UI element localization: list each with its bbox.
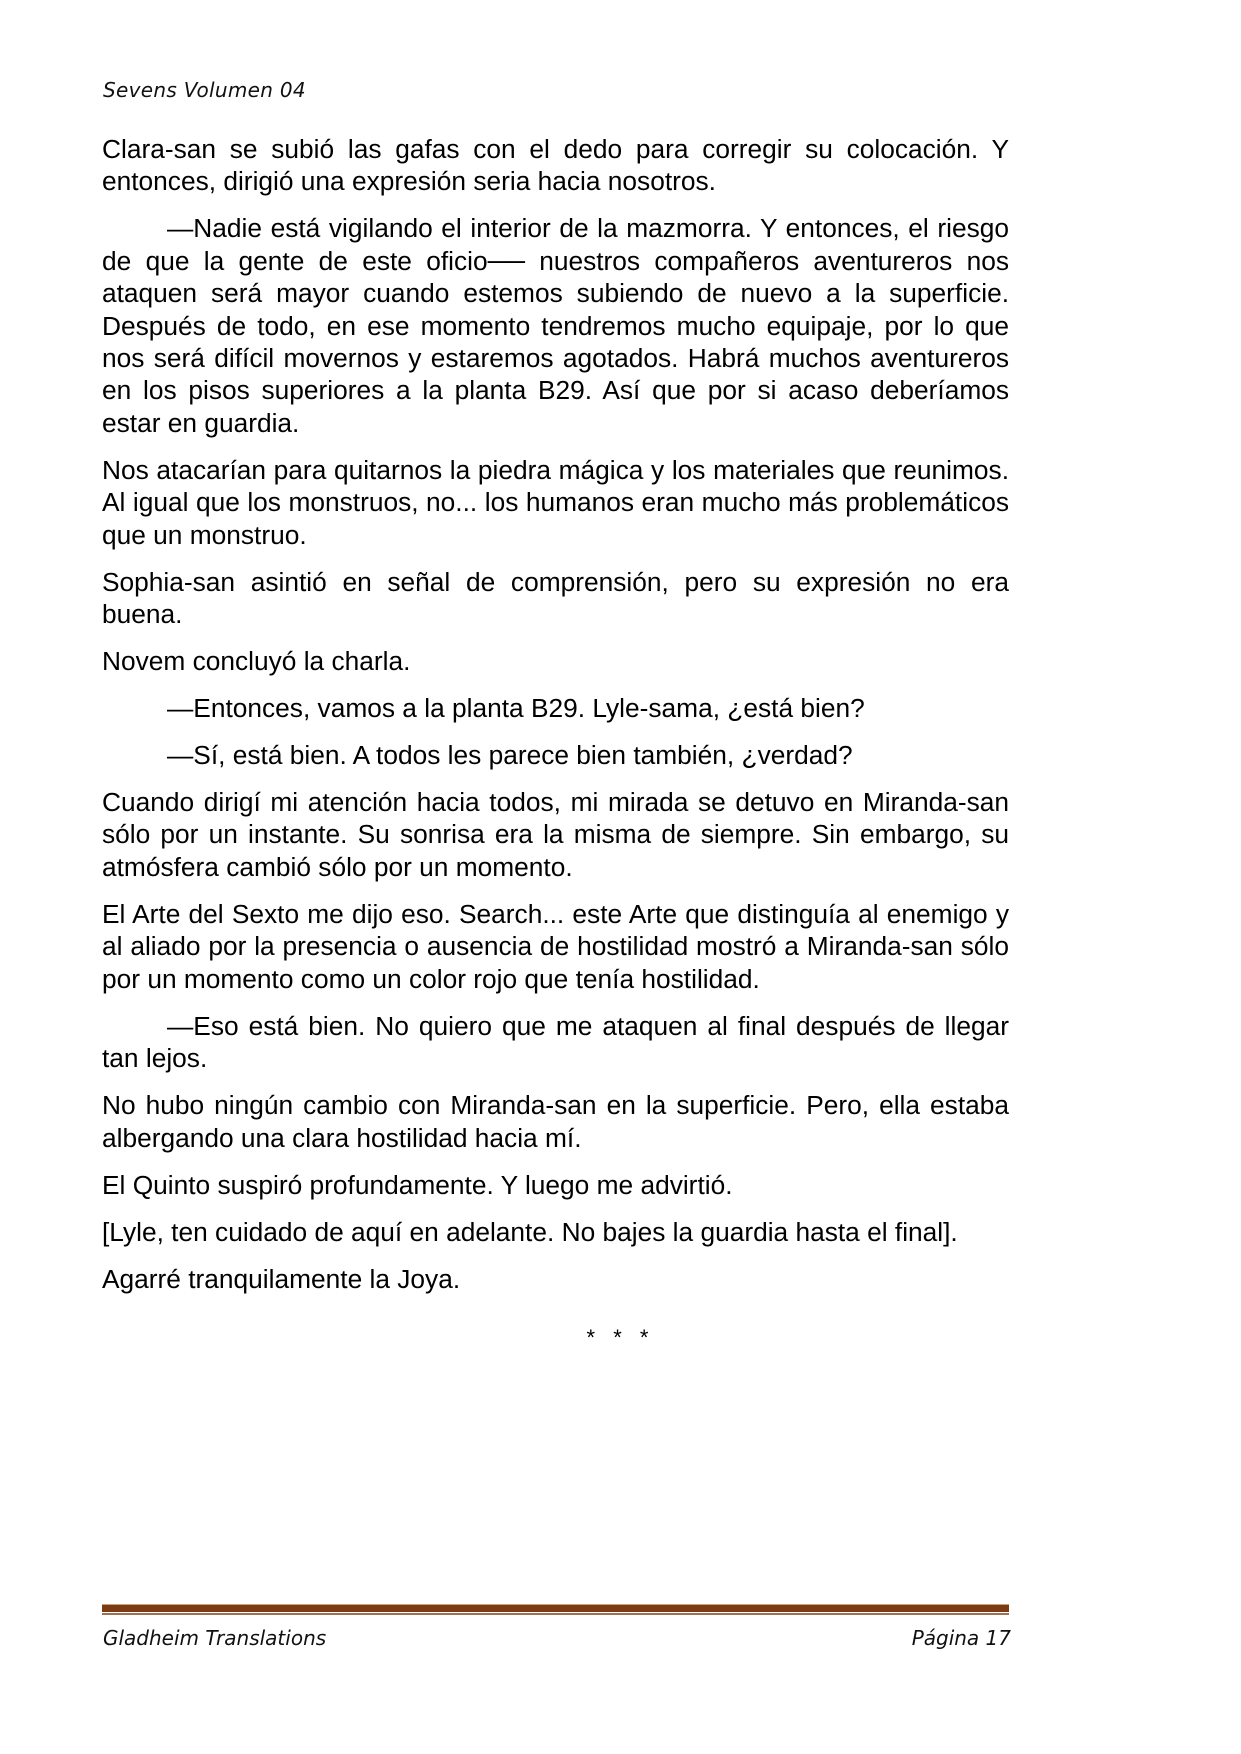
footer-rule-thin bbox=[102, 1613, 1009, 1615]
paragraph: Sophia-san asintió en señal de comprensión, pero su expresión no era buena. bbox=[102, 566, 1009, 630]
paragraph: [Lyle, ten cuidado de aquí en adelante. No bajes la guardia hasta el final]. bbox=[102, 1216, 958, 1247]
scene-break: * * * bbox=[586, 1325, 655, 1350]
paragraph: Novem concluyó la charla. bbox=[102, 646, 411, 677]
paragraph: El Arte del Sexto me dijo eso. Search... este Arte que distinguía al enemigo y al aliado por la presencia o ausencia de hostilidad mostró a Miranda-san sólo por un momento como un color rojo que tenía hostilidad. bbox=[102, 898, 1009, 994]
paragraph: Cuando dirigí mi atención hacia todos, mi mirada se detuvo en Miranda-san sólo por un instante. Su sonrisa era la misma de siempre. Sin embargo, su atmósfera cambió sólo por un momento. bbox=[102, 787, 1009, 882]
paragraph: Clara-san se subió las gafas con el dedo para corregir su colocación. Y entonces, dirigió una expresión seria hacia nosotros. bbox=[102, 134, 1009, 197]
dialog-paragraph: —Nadie está vigilando el interior de la mazmorra. Y entonces, el riesgo de que la gente de este oficio── nuestros compañeros aventureros nos ataquen será mayor cuando estemos subiendo de nuevo a la superficie. Después de todo, en ese momento tendremos mucho equipaje, por lo que nos será difícil movernos y estaremos agotados. Habrá muchos aventureros en los pisos superiores a la planta B29. Así que por si acaso deberíamos estar en guardia. bbox=[102, 213, 1009, 438]
dialog-paragraph: —Sí, está bien. A todos les parece bien también, ¿verdad? bbox=[167, 740, 853, 771]
footer-rule bbox=[102, 1604, 1009, 1612]
paragraph: El Quinto suspiró profundamente. Y luego me advirtió. bbox=[102, 1169, 733, 1200]
body-text bbox=[102, 133, 1009, 1310]
dialog-paragraph: —Eso está bien. No quiero que me ataquen al final después de llegar tan lejos. bbox=[102, 1010, 1009, 1074]
page-number: Página 17 bbox=[911, 1626, 1011, 1650]
paragraph: Nos atacarían para quitarnos la piedra mágica y los materiales que reunimos. Al igual que los monstruos, no... los humanos eran mucho más problemáticos que un monstruo. bbox=[102, 454, 1009, 550]
dialog-paragraph: —Entonces, vamos a la planta B29. Lyle-sama, ¿está bien? bbox=[167, 693, 865, 724]
footer-credit: Gladheim Translations bbox=[103, 1626, 327, 1650]
paragraph: No hubo ningún cambio con Miranda-san en la superficie. Pero, ella estaba albergando una clara hostilidad hacia mí. bbox=[102, 1090, 1009, 1153]
running-header: Sevens Volumen 04 bbox=[103, 78, 306, 102]
paragraph: Agarré tranquilamente la Joya. bbox=[102, 1263, 461, 1294]
